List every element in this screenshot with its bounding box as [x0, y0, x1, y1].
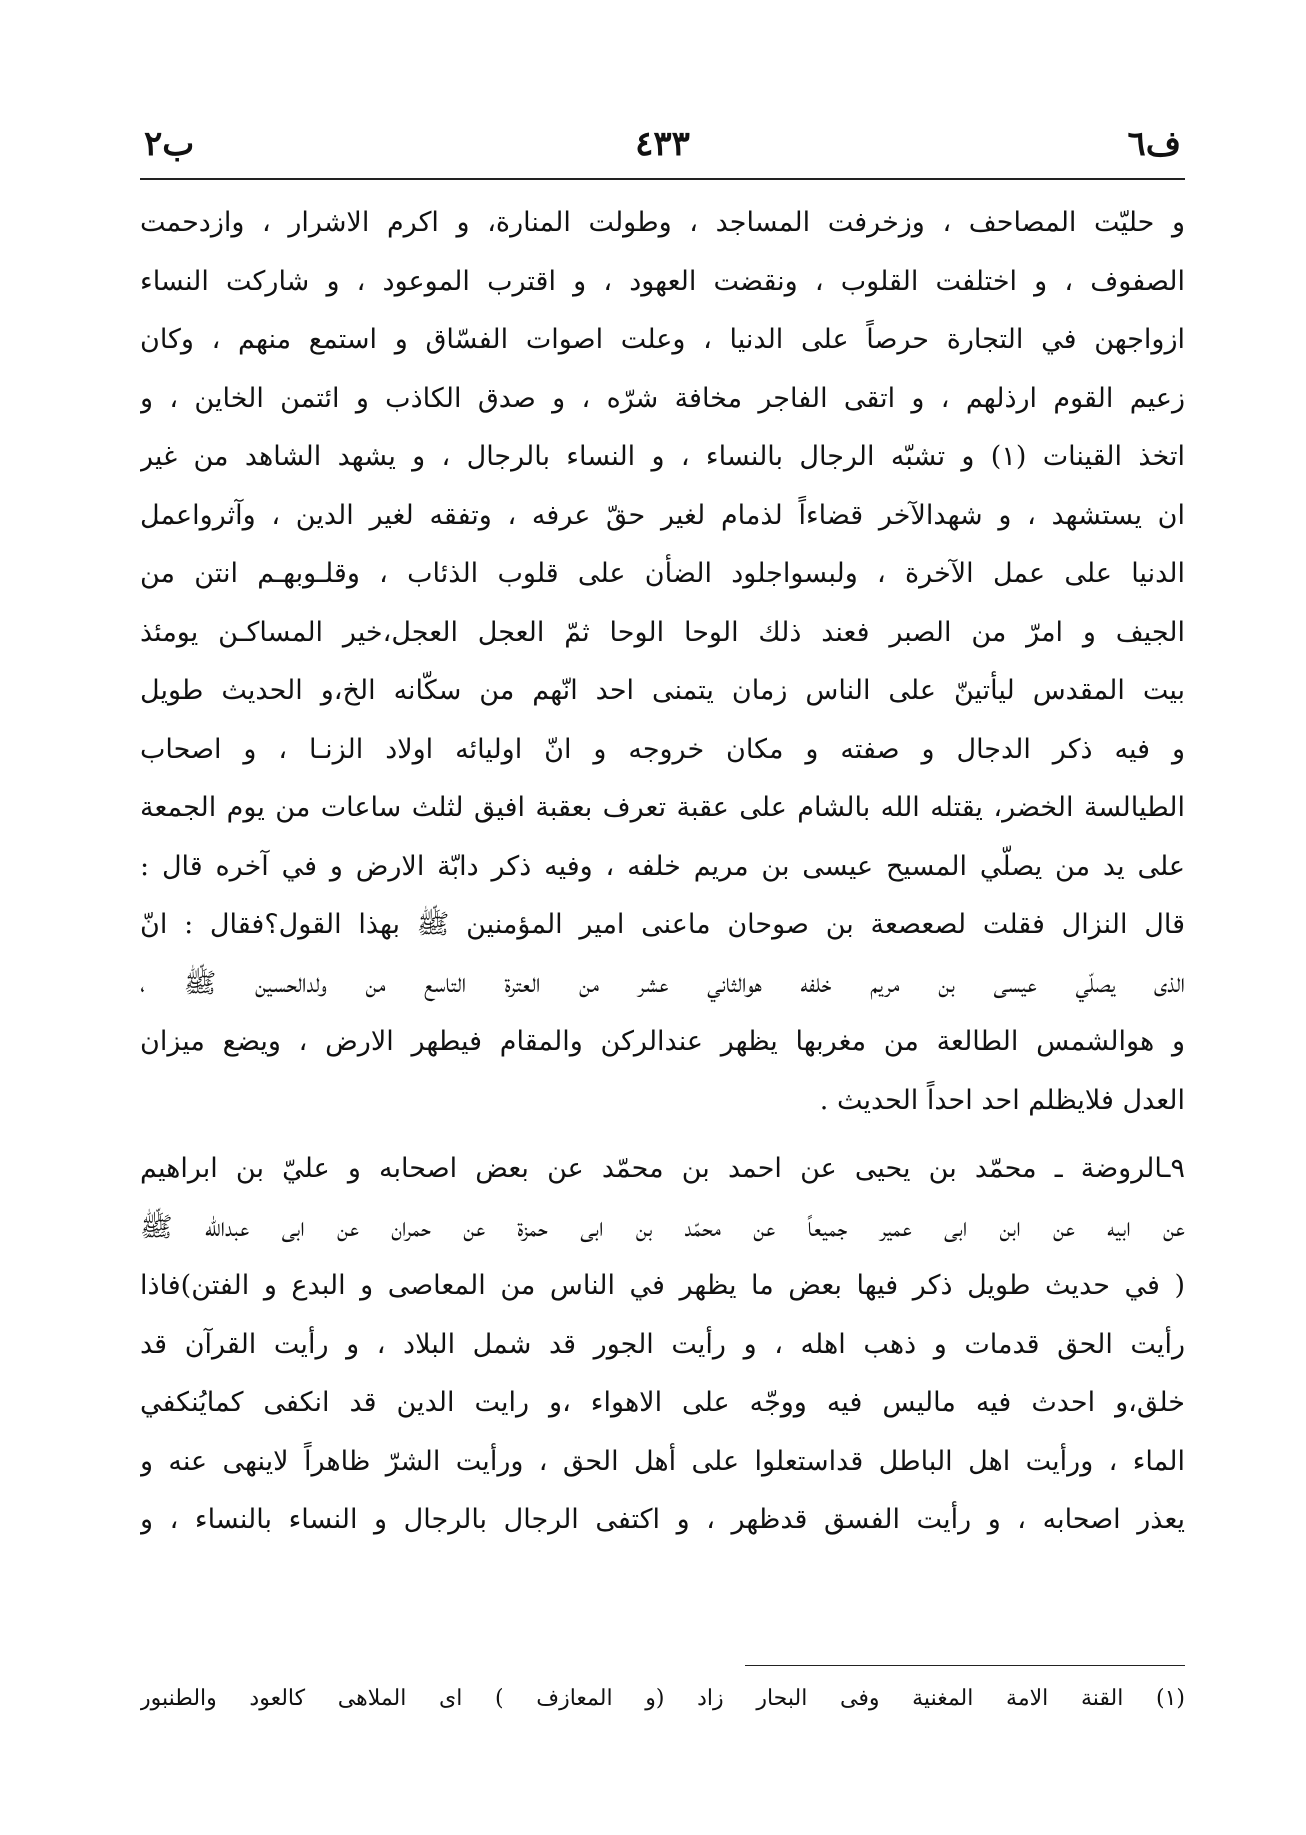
text-line: بيت المقدس ليأتينّ على الناس زمان يتمنى احد انّهم من سكّانه الخ،و الحديث طويل — [140, 675, 1185, 706]
text-line: قال النزال فقلت لصعصعة بن صوحان ماعنى امير المؤمنين ﷺ بهذا القول؟فقال : انّ — [140, 909, 1185, 940]
text-line: الماء ، ورأيت اهل الباطل قداستعلوا على أهل الحق ، ورأيت الشرّ ظاهراً لاينهى عنه و — [140, 1445, 1185, 1477]
body-text — [140, 194, 1185, 1550]
text-line: رأيت الحق قدمات و ذهب اهله ، و رأيت الجور قد شمل البلاد ، و رأيت القرآن قد — [140, 1328, 1185, 1360]
text-line: العدل فلايظلم احد احداً الحديث . — [819, 1084, 1185, 1116]
text-line: الطيالسة الخضر، يقتله الله بالشام على عقبة تعرف بعقبة افيق لثلث ساعات من يوم الجمعة — [140, 792, 1185, 823]
footnote-divider — [745, 1665, 1185, 1666]
text-line: ازواجهن في التجارة حرصاً على الدنيا ، وعلت اصوات الفسّاق و استمع منهم ، وكان — [140, 324, 1185, 355]
text-line: خلق،و احدث فيه ماليس فيه ووجّه على الاهواء ،و رايت الدين قد انكفى كمايُنكفي — [140, 1387, 1185, 1418]
text-line: الدنيا على عمل الآخرة ، ولبسواجلود الضأن على قلوب الذئاب ، وقلـوبهـم انتن من — [140, 558, 1185, 589]
text-line: و هوالشمس الطالعة من مغربها يظهر عندالركن والمقام فيطهر الارض ، ويضع ميزان — [140, 1026, 1185, 1057]
document-page — [140, 110, 1185, 1810]
text-line: زعيم القوم ارذلهم ، و اتقى الفاجر مخافة شرّه ، و صدق الكاذب و ائتمن الخاين ، و — [140, 382, 1185, 414]
paragraph-gap — [140, 1130, 1185, 1140]
text-line: اتخذ القينات (١) و تشبّه الرجال بالنساء ، و النساء بالرجال ، و يشهد الشاهد من غير — [140, 441, 1185, 472]
header-chapter: ف٦ — [1127, 124, 1181, 164]
page-number: ٤٣٣ — [635, 124, 690, 164]
text-line: الجيف و امرّ من الصبر فعند ذلك الوحا الوحا ثمّ العجل العجل،خير المساكـن يومئذ — [140, 616, 1185, 648]
page-header — [140, 110, 1185, 180]
paragraph-1 — [140, 194, 1185, 1130]
text-line: و فيه ذكر الدجال و صفته و مكان خروجه و انّ اوليائه اولاد الزنـا ، و اصحاب — [140, 733, 1185, 765]
text-line: ( في حديث طويل ذكر فيها بعض ما يظهر في الناس من المعاصى و البدع و الفتن)فاذا — [140, 1270, 1185, 1301]
footnote: (١) القنة الامة المغنية وفى البحار زاد (و المعازف ) اى الملاهى كالعود والطنبور — [140, 1686, 1185, 1711]
text-line: ٩ـالروضة ـ محمّد بن يحيى عن احمد بن محمّد عن بعض اصحابه و عليّ بن ابراهيم — [140, 1153, 1185, 1184]
text-line: عن ابيه عن ابن ابى عمير جميعاً عن محمّد بن ابى حمزة عن حمران عن ابى عبدالله ﷺ — [140, 1211, 1185, 1243]
text-line: ان يستشهد ، و شهدالآخر قضاءاً لذمام لغير حقّ عرفه ، وتفقه لغير الدين ، وآثرواعمل — [140, 499, 1185, 531]
text-line: الصفوف ، و اختلفت القلوب ، ونقضت العهود ، و اقترب الموعود ، و شاركت النساء — [140, 265, 1185, 297]
text-line: الذى يصلّي عيسى بن مريم خلفه هوالثاني عشر من العترة التاسع من ولدالحسين ﷺ ، — [140, 967, 1185, 999]
header-section: ب٢ — [144, 124, 195, 164]
text-line: يعذر اصحابه ، و رأيت الفسق قدظهر ، و اكتفى الرجال بالرجال و النساء بالنساء ، و — [140, 1504, 1185, 1535]
paragraph-2 — [140, 1140, 1185, 1550]
text-line: و حليّت المصاحف ، وزخرفت المساجد ، وطولت المنارة، و اكرم الاشرار ، وازدحمت — [140, 207, 1185, 238]
text-line: على يد من يصلّي المسيح عيسى بن مريم خلفه ، وفيه ذكر دابّة الارض و في آخره قال : — [140, 850, 1185, 882]
